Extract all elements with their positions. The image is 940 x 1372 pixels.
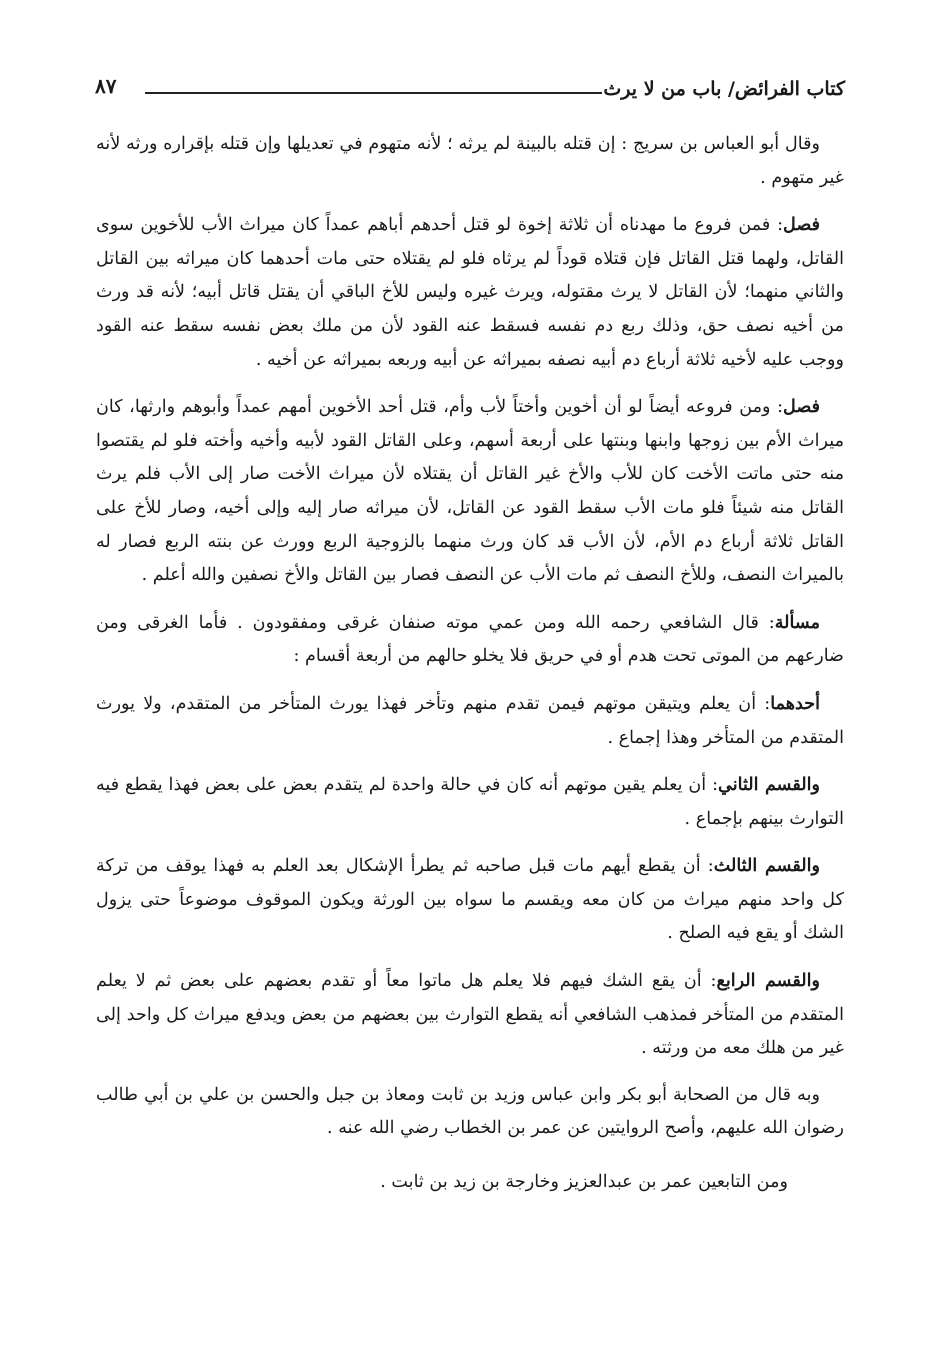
paragraph-text: : أن يقطع أيهم مات قبل صاحبه ثم يطرأ الإشكال بعد العلم به فهذا يوقف من تركة كل واحد منهم ميراث من كان معه ويقسم ما سواه بين الورثة ويكون الموقوف موضوعاً حتى يزول الشك أو يقع فيه الصلح . [96,856,844,944]
paragraph-4 [96,606,844,674]
paragraph-lead: أحدهما [770,692,821,714]
paragraph-7 [96,849,844,951]
paragraph-text: ومن التابعين عمر بن عبدالعزيز وخارجة بن زيد بن ثابت . [380,1172,788,1193]
paragraph-text: : ومن فروعه أيضاً لو أن أخوين وأختاً لأب وأم، قتل أحد الأخوين أمهم عمداً وأبوهم وارثها، كان ميراث الأم بين زوجها وابنها وبنتها على أربعة أسهم، وعلى القاتل القود لأبيه وأخيه وأخته فلو لم يقتصوا منه حتى ماتت الأخت كان للأب والأخ غير القاتل أن يقتلاه لأن ميراث الأخت صار إلى الأب فلم يرث القاتل منه شيئاً فلو مات الأب سقط القود عن القاتل، لأن ميراثه صار إليه وإلى أخيه، وصار للأخ على القاتل ثلاثة أرباع دم الأم، لأن الأب قد كان ورث منهما بالزوجية الربع وورث عن بنته الربع فصار له بالميراث النصف، وللأخ النصف ثم مات الأب عن النصف فصار بين القاتل والأخ نصفين والله أعلم . [96,397,844,586]
header-rule [145,92,602,94]
paragraph-8 [96,964,844,1066]
running-header [95,70,845,110]
paragraph-text: : أن يقع الشك فيهم فلا يعلم هل ماتوا معاً أو تقدم بعضهم على بعض ثم لا يعلم المتقدم من المتأخر فمذهب الشافعي أنه يقطع التوارث بين بعضهم من بعض ويدفع ميراث كل واحد إلى غير من هلك معه من ورثته . [96,971,844,1059]
paragraph-3 [96,390,844,593]
paragraph-text: وقال أبو العباس بن سريج : إن قتله بالبينة لم يرثه ؛ لأنه متهوم في تعديلها وإن قتله بإقراره ورثه لأنه غير متهوم . [96,134,844,188]
paragraph-lead: فصل [783,214,820,236]
paragraph-1 [96,128,844,195]
paragraph-lead: فصل [783,396,820,418]
paragraph-lead: والقسم الثاني [718,774,820,796]
paragraph-text: وبه قال من الصحابة أبو بكر وابن عباس وزيد بن ثابت ومعاذ بن جبل والحسن بن علي بن أبي طالب رضوان الله عليهم، وأصح الروايتين عن عمر بن الخطاب رضي الله عنه . [96,1084,844,1139]
paragraph-text: : فمن فروع ما مهدناه أن ثلاثة إخوة لو قتل أحدهم أباهم عمداً كان ميراث الأب للأخوين سوى القاتل، ولهما قتل القاتل فإن قتلاه قوداً لم يرثاه فلو لم يقتلاه حتى مات أحدهما كان ميراثه بين القاتل والثاني منهما؛ لأن القاتل لا يرث مقتوله، ويرث غيره وليس للأخ الباقي أن يقتل قاتل أبيه؛ لأنه قد ورث من أخيه نصف حق، وذلك ربع دم نفسه فسقط عنه القود لأن من ملك بعض نفسه سقط عنه القود ووجب عليه لأخيه ثلاثة أرباع دم أبيه نصفه بميراثه عن أبيه وربعه بميراثه عن أخيه . [96,215,844,370]
paragraph-5 [96,687,844,755]
paragraph-lead: والقسم الثالث [713,855,820,877]
paragraph-lead: والقسم الرابع [716,970,821,992]
body-text [96,128,844,1213]
paragraph-text: : قال الشافعي رحمه الله ومن عمي موته صنفان غرقى ومفقودون . فأما الغرقى ومن ضارعهم من الموتى تحت هدم أو في حريق فلا يخلو حالهم من أربعة أقسام : [96,612,844,667]
paragraph-9 [96,1079,844,1146]
paragraph-6 [96,768,844,836]
paragraph-text: : أن يعلم ويتيقن موتهم فيمن تقدم منهم وتأخر فهذا يورث المتأخر من المتقدم، ولا يورث المتقدم من المتأخر وهذا إجماع . [96,693,844,748]
header-title: كتاب الفرائض/ باب من لا يرث [603,78,845,100]
page-number: ٨٧ [95,74,117,98]
paragraph-lead: مسألة [774,611,820,633]
paragraph-text: : أن يعلم يقين موتهم أنه كان في حالة واحدة لم يتقدم بعض على بعض فهذا يقطع فيه التوارث بينهم بإجماع . [96,775,844,829]
paragraph-2 [96,208,844,377]
paragraph-10 [96,1166,844,1200]
